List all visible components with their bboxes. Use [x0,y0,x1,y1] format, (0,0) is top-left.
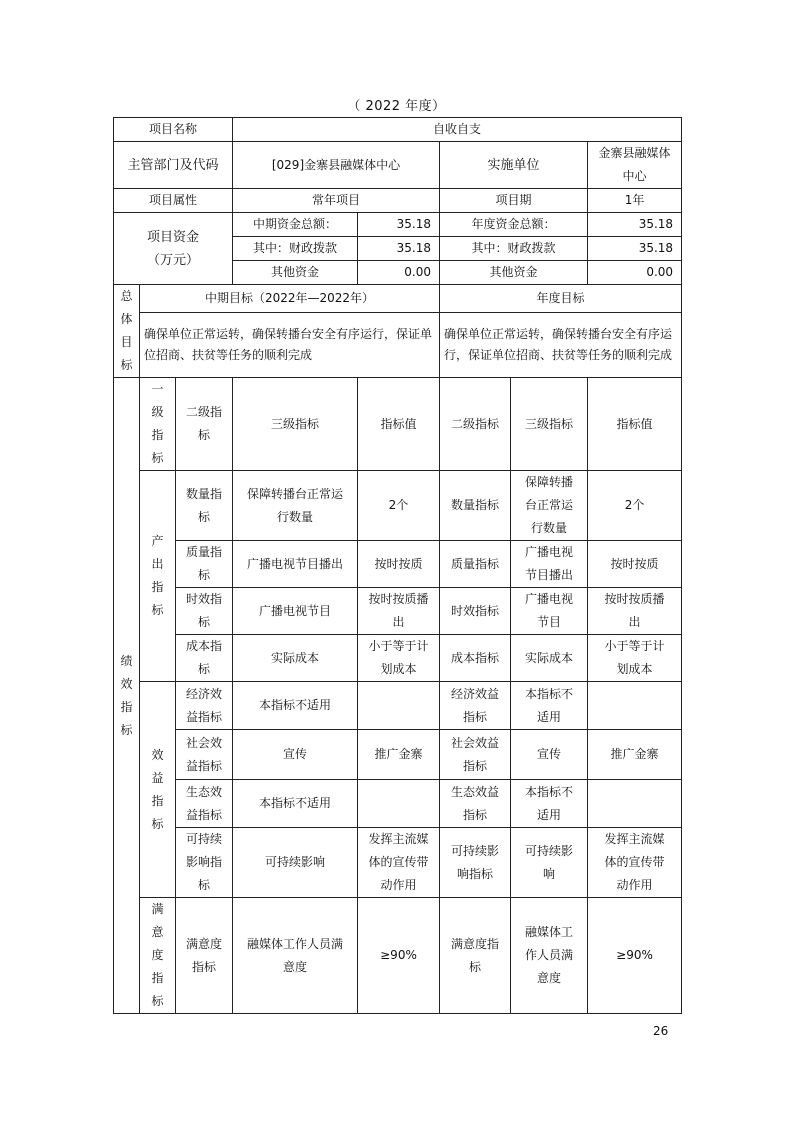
value-year-cell: 2个 [588,471,682,541]
l3-cell: 本指标不适用 [233,780,358,828]
year-goal-text: 确保单位正常运转，确保转播台安全有序运行，保证单位招商、扶贫等任务的顺利完成 [440,312,682,377]
l2-year-cell: 经济效益 指标 [440,682,511,730]
value-year-cell [588,682,682,730]
value-cell: 小于等于计 划成本 [358,635,440,682]
satisfaction-indicator-label: 满 意 度 指 标 [140,898,176,1014]
mid-other-label: 其他资金 [233,261,358,285]
value-cell [358,682,440,730]
year-total-label: 年度资金总额： [440,213,588,237]
level2-header-year: 二级指标 [440,378,511,471]
l2-cell: 社会效 益指标 [176,730,233,780]
impl-unit-label: 实施单位 [440,142,588,189]
project-period-value: 1年 [588,189,682,213]
mid-goal-header: 中期目标（2022年—2022年） [140,285,440,313]
mid-fiscal-value: 35.18 [358,237,440,261]
l3-year-cell: 本指标不 适用 [511,780,588,828]
page-number: 26 [653,1024,669,1038]
year-total-value: 35.18 [588,213,682,237]
l2-cell: 时效指 标 [176,588,233,635]
l2-cell: 质量指 标 [176,541,233,588]
l3-year-cell: 本指标不 适用 [511,682,588,730]
project-period-label: 项目期 [440,189,588,213]
year-fiscal-value: 35.18 [588,237,682,261]
year-fiscal-label: 其中：财政拨款 [440,237,588,261]
year-other-value: 0.00 [588,261,682,285]
l3-year-cell: 宣传 [511,730,588,780]
value-cell: 推广金寨 [358,730,440,780]
mid-goal-text: 确保单位正常运转，确保转播台安全有序运行，保证单位招商、扶贫等任务的顺利完成 [140,312,440,377]
year-goal-header: 年度目标 [440,285,682,313]
l2-year-cell: 质量指标 [440,541,511,588]
l3-year-cell: 融媒体工 作人员满 意度 [511,898,588,1014]
value-cell: 按时按质播 出 [358,588,440,635]
performance-indicator-label: 绩 效 指 标 [114,378,140,1014]
level2-header: 二级指 标 [176,378,233,471]
output-indicator-label: 产 出 指 标 [140,471,176,682]
level3-header: 三级指标 [233,378,358,471]
overall-goal-label: 总 体 目 标 [114,285,140,378]
impl-unit-value: 金寨县融媒体 中心 [588,142,682,189]
l3-year-cell: 广播电视 节目播出 [511,541,588,588]
l3-cell: 宣传 [233,730,358,780]
l3-year-cell: 广播电视 节目 [511,588,588,635]
value-year-cell: 发挥主流媒 体的宣传带 动作用 [588,828,682,898]
value-cell [358,780,440,828]
mid-total-value: 35.18 [358,213,440,237]
mid-total-label: 中期资金总额： [233,213,358,237]
benefit-indicator-label: 效 益 指 标 [140,682,176,898]
l3-cell: 广播电视节目 [233,588,358,635]
l2-cell: 经济效 益指标 [176,682,233,730]
value-cell: 2个 [358,471,440,541]
l2-year-cell: 可持续影 响指标 [440,828,511,898]
value-header: 指标值 [358,378,440,471]
project-attr-value: 常年项目 [233,189,440,213]
l2-year-cell: 数量指标 [440,471,511,541]
value-year-cell: 小于等于计 划成本 [588,635,682,682]
l2-cell: 可持续 影响指 标 [176,828,233,898]
l2-year-cell: 时效指标 [440,588,511,635]
l3-year-cell: 可持续影 响 [511,828,588,898]
value-cell: 按时按质 [358,541,440,588]
dept-label: 主管部门及代码 [114,142,233,189]
l2-cell: 满意度 指标 [176,898,233,1014]
l2-year-cell: 满意度指 标 [440,898,511,1014]
l2-year-cell: 生态效益 指标 [440,780,511,828]
year-heading: （ 2022 年度） [347,99,446,114]
project-attr-label: 项目属性 [114,189,233,213]
value-year-cell: 按时按质 [588,541,682,588]
l3-cell: 广播电视节目播出 [233,541,358,588]
value-header-year: 指标值 [588,378,682,471]
l2-year-cell: 社会效益 指标 [440,730,511,780]
value-year-cell: 推广金寨 [588,730,682,780]
l3-cell: 保障转播台正常运 行数量 [233,471,358,541]
l3-cell: 实际成本 [233,635,358,682]
project-name-label: 项目名称 [114,118,233,142]
l3-cell: 可持续影响 [233,828,358,898]
l3-cell: 本指标不适用 [233,682,358,730]
value-year-cell: ≥90% [588,898,682,1014]
l2-year-cell: 成本指标 [440,635,511,682]
project-name-value: 自收自支 [233,118,682,142]
l3-cell: 融媒体工作人员满 意度 [233,898,358,1014]
mid-other-value: 0.00 [358,261,440,285]
mid-fiscal-label: 其中：财政拨款 [233,237,358,261]
value-cell: 发挥主流媒 体的宣传带 动作用 [358,828,440,898]
l2-cell: 成本指 标 [176,635,233,682]
dept-value: [029]金寨县融媒体中心 [233,142,440,189]
project-funds-label: 项目资金 （万元） [114,213,233,285]
year-other-label: 其他资金 [440,261,588,285]
performance-target-table [113,117,682,1014]
value-cell: ≥90% [358,898,440,1014]
level1-header: 一 级 指 标 [140,378,176,471]
l2-cell: 生态效 益指标 [176,780,233,828]
value-year-cell [588,780,682,828]
level3-header-year: 三级指标 [511,378,588,471]
l2-cell: 数量指 标 [176,471,233,541]
l3-year-cell: 实际成本 [511,635,588,682]
value-year-cell: 按时按质播 出 [588,588,682,635]
l3-year-cell: 保障转播 台正常运 行数量 [511,471,588,541]
